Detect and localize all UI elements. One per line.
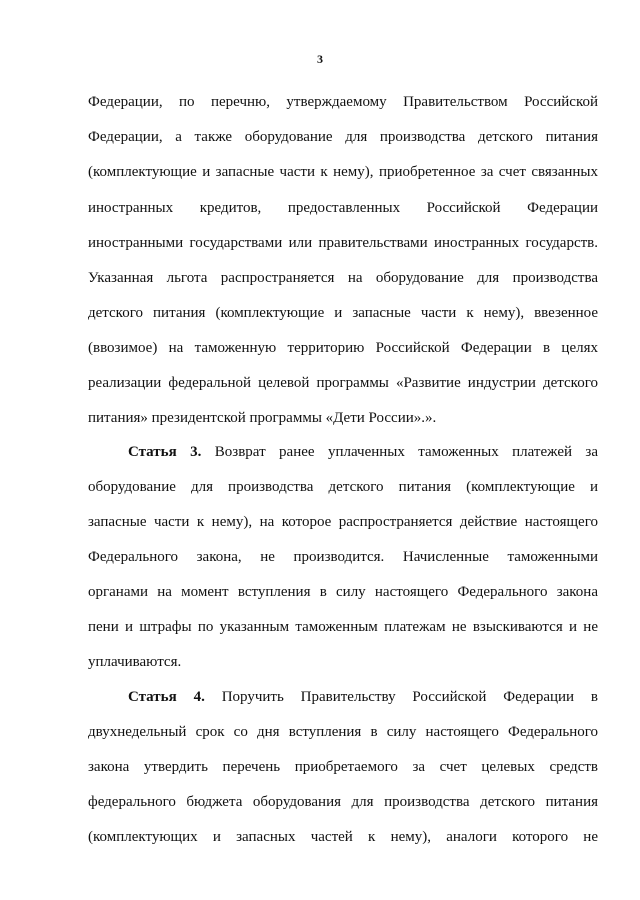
text-line: запасные части к нему), на которое распространяется действие настоящего — [88, 514, 598, 530]
text-line: детского питания (комплектующие и запасные части к нему), ввезенное — [88, 305, 598, 321]
text-line: оборудование для производства детского питания (комплектующие и — [88, 479, 598, 495]
text-line: федерального бюджета оборудования для производства детского питания — [88, 794, 598, 810]
page-number: 3 — [317, 52, 323, 66]
text-line: пени и штрафы по указанным таможенным платежам не взыскиваются и не — [88, 619, 598, 635]
text-line: закона утвердить перечень приобретаемого за счет целевых средств — [88, 759, 598, 775]
text-line: Указанная льгота распространяется на оборудование для производства — [88, 270, 598, 286]
article-4-label: Статья 4. — [128, 689, 205, 705]
text-line: иностранных кредитов, предоставленных Российской Федерации — [88, 200, 598, 216]
article-4-text: Поручить Правительству Российской Федерации в — [221, 689, 598, 705]
text-line: уплачиваются. — [88, 654, 182, 670]
text-line: иностранными государствами или правительствами иностранных государств. — [88, 235, 598, 251]
text-line: Федерального закона, не производится. Начисленные таможенными — [88, 549, 598, 565]
article-3-first-line — [128, 442, 598, 462]
text-line: (комплектующие и запасные части к нему), приобретенное за счет связанных — [88, 164, 598, 180]
text-line: Федерации, по перечню, утверждаемому Правительством Российской — [88, 94, 598, 110]
article-4-first-line — [128, 687, 598, 707]
article-3-text: Возврат ранее уплаченных таможенных платежей за — [214, 444, 598, 460]
text-line: Федерации, а также оборудование для производства детского питания — [88, 129, 598, 145]
text-line: реализации федеральной целевой программы «Развитие индустрии детского — [88, 375, 598, 391]
text-line: (ввозимое) на таможенную территорию Российской Федерации в целях — [88, 340, 598, 356]
text-line: двухнедельный срок со дня вступления в силу настоящего Федерального — [88, 724, 598, 740]
article-3-label: Статья 3. — [128, 444, 202, 460]
text-line: (комплектующих и запасных частей к нему), аналоги которого не — [88, 829, 598, 845]
text-line: питания» президентской программы «Дети России».». — [88, 410, 437, 426]
text-line: органами на момент вступления в силу настоящего Федерального закона — [88, 584, 598, 600]
